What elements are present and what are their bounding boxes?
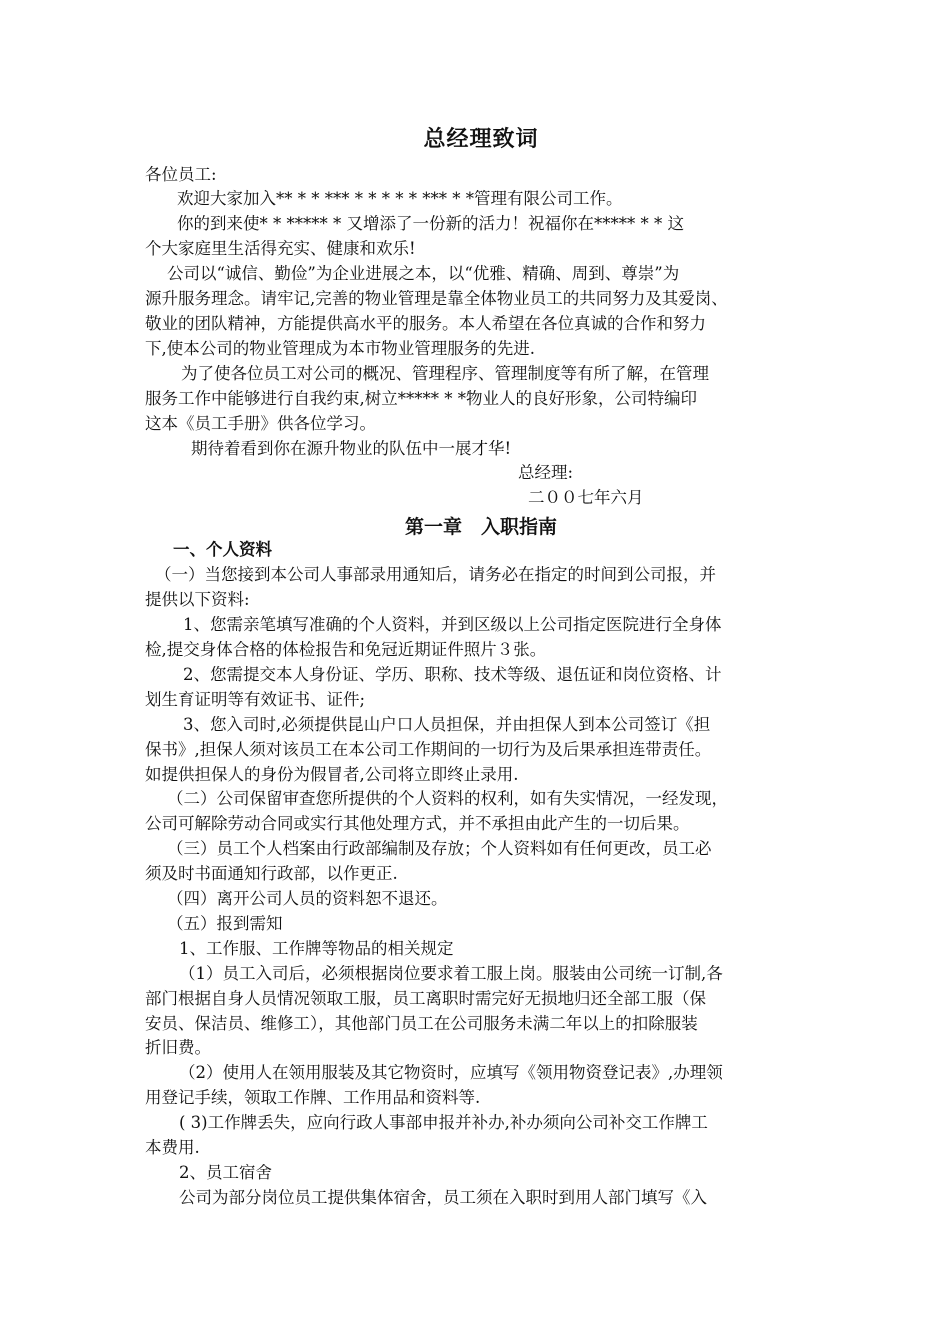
- body-line: 保书》,担保人须对该员工在本公司工作期间的一切行为及后果承担连带责任。: [145, 740, 712, 759]
- body-line: 部门根据自身人员情况领取工服，员工离职时需完好无损地归还全部工服（保: [145, 989, 706, 1008]
- body-line: 3、您入司时,必须提供昆山户口人员担保，并由担保人到本公司签订《担: [183, 715, 711, 734]
- letter-line: 期待着看到你在源升物业的队伍中一展才华!: [191, 439, 512, 458]
- body-line: 如提供担保人的身份为假冒者,公司将立即终止录用.: [145, 765, 519, 784]
- body-line: 划生育证明等有效证书、证件;: [145, 690, 366, 709]
- letter-line: 下,使本公司的物业管理成为本市物业管理服务的先进.: [145, 339, 535, 358]
- letter-line: 这本《员工手册》供各位学习。: [145, 414, 376, 433]
- body-line: ( 3)工作牌丢失，应向行政人事部申报并补办,补办须向公司补交工作牌工: [179, 1113, 708, 1132]
- body-line: （2）使用人在领用服装及其它物资时，应填写《领用物资登记表》,办理领: [179, 1063, 723, 1082]
- section-heading: 一、个人资料: [173, 540, 272, 559]
- letter-line: 敬业的团队精神，方能提供高水平的服务。本人希望在各位真诚的合作和努力: [145, 314, 706, 333]
- body-line: 公司可解除劳动合同或实行其他处理方式，并不承担由此产生的一切后果。: [145, 814, 690, 833]
- body-line: 1、工作服、工作牌等物品的相关规定: [179, 939, 454, 958]
- body-line: 2、员工宿舍: [179, 1163, 272, 1182]
- signature: 总经理:: [518, 463, 574, 482]
- letter-line: 个大家庭里生活得充实、健康和欢乐!: [145, 239, 416, 258]
- body-line: 须及时书面通知行政部，以作更正.: [145, 864, 398, 883]
- body-line: （四）离开公司人员的资料恕不退还。: [167, 889, 448, 908]
- chapter-title: 第一章 入职指南: [404, 516, 557, 538]
- body-line: 公司为部分岗位员工提供集体宿舍，员工须在入职时到用人部门填写《入: [179, 1188, 707, 1207]
- body-line: （三）员工个人档案由行政部编制及存放；个人资料如有任何更改，员工必: [167, 839, 712, 858]
- letter-line: 源升服务理念。请牢记,完善的物业管理是靠全体物业员工的共同努力及其爱岗、: [145, 289, 728, 308]
- body-line: （五）报到需知: [167, 914, 283, 933]
- body-line: （二）公司保留审查您所提供的个人资料的权利，如有失实情况，一经发现，: [167, 789, 728, 808]
- body-line: （1）员工入司后，必须根据岗位要求着工服上岗。服装由公司统一订制,各: [179, 964, 723, 983]
- letter-date: 二００七年六月: [528, 488, 644, 507]
- letter-line: 服务工作中能够进行自我约束,树立***** * *物业人的良好形象，公司特编印: [145, 389, 697, 408]
- body-line: 安员、保洁员、维修工），其他部门员工在公司服务未满二年以上的扣除服装: [145, 1014, 698, 1033]
- body-line: 用登记手续，领取工作牌、工作用品和资料等.: [145, 1088, 481, 1107]
- body-line: 本费用.: [145, 1138, 200, 1157]
- letter-title: 总经理致词: [423, 126, 539, 152]
- body-line: 2、您需提交本人身份证、学历、职称、技术等级、退伍证和岗位资格、计: [183, 665, 722, 684]
- body-line: 1、您需亲笔填写准确的个人资料，并到区级以上公司指定医院进行全身体: [183, 615, 722, 634]
- letter-line: 你的到来使* * ***** * 又增添了一份新的活力！祝福你在***** * * 这: [177, 214, 684, 233]
- body-line: 提供以下资料:: [145, 590, 250, 609]
- letter-line: 欢迎大家加入** * * *** * * * * * *** * *管理有限公司工作。: [177, 189, 623, 208]
- body-line: （一）当您接到本公司人事部录用通知后，请务必在指定的时间到公司报，并: [155, 565, 716, 584]
- letter-line: 为了使各位员工对公司的概况、管理程序、管理制度等有所了解，在管理: [181, 364, 709, 383]
- letter-line: 公司以“诚信、勤俭”为企业进展之本，以“优雅、精确、周到、尊崇”为: [167, 264, 680, 283]
- body-line: 检,提交身体合格的体检报告和免冠近期证件照片３张。: [145, 640, 547, 659]
- body-line: 折旧费。: [145, 1038, 211, 1057]
- letter-line: 各位员工:: [145, 165, 217, 184]
